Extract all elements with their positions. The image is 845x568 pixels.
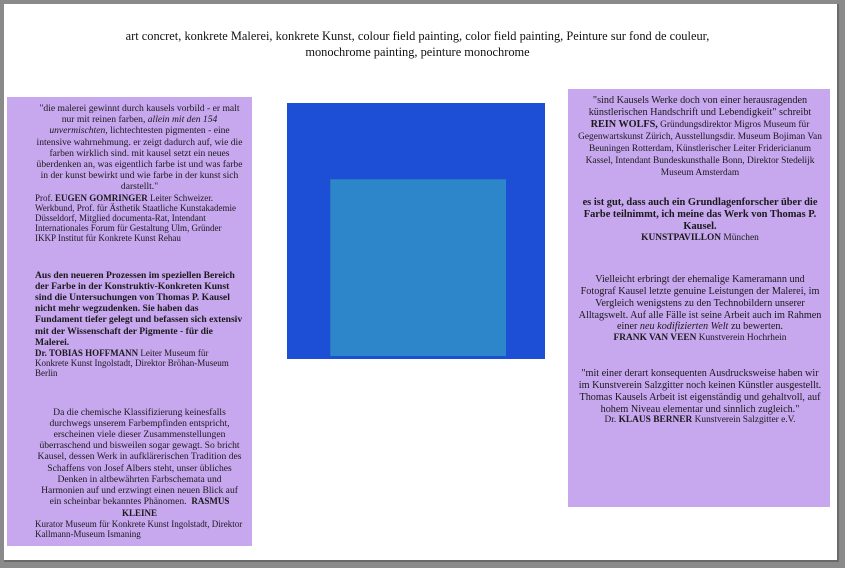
- header-line-1: art concret, konkrete Malerei, konkrete Kunst, colour field painting, color field painting, Peinture sur fond de couleur,: [125, 29, 710, 43]
- quote-text: Da die chemische Klassifizierung keinesfalls durchwegs unserem Farbempfinden entspricht, erscheinen viele dieser Zusammenstellungen überraschend und bisweilen sogar gewagt. So bricht Kausel, dessen Werk in aufklärerischen Tradition des Schaffens von Josef Albers steht, unser übliches Denken in altbewährten Farbschemata und Harmonien auf und erzwingt einen neuen Blick auf ein scheinbar bekanntes Phänomen. RASMUS KLEINE: [37, 406, 242, 518]
- quote-text: Aus den neueren Prozessen im speziellen Bereich der Farbe in der Konstruktiv-Konkreten Kunst sind die Untersuchungen von Thomas P. Kausel nicht mehr wegzudenken. Sie haben das Fundament tiefer gelegt und befassen sich extensiv mit der Wissenschaft der Pigmente - für die Malerei.: [35, 269, 243, 348]
- quote-kleine: [35, 407, 244, 539]
- quote-text: Vielleicht erbringt der ehemalige Kameramann und Fotograf Kausel letzte genuine Leistungen der Malerei, im Vergleich wenigstens zu den Technobildern unserer Alltagswelt. Auf alle Fälle ist seine Arbeit auch im Rahmen einer neu kodifizierten Welt zu bewerten.: [578, 274, 822, 333]
- quote-text: es ist gut, dass auch ein Grundlagenforscher über die Farbe teilnimmt, ich meine das Werk von Thomas P. Kausel.: [582, 196, 818, 232]
- artwork-inner-square: [330, 179, 506, 356]
- author-name: FRANK VAN VEEN: [613, 333, 697, 344]
- quote-attribution: Kurator Museum für Konkrete Kunst Ingolstadt, Direktor Kallmann-Museum Ismaning: [35, 518, 243, 539]
- quote-text: "mit einer derart konsequenten Ausdrucksweise haben wir im Kunstverein Salzgitter noch keinen Künstler ausgestellt. Thomas Kausels Arbeit ist eigenständig und gehaltvoll, auf hohem Niveau elementar und sinnlich zugleich.": [578, 368, 822, 415]
- author-name: KLAUS BERNER: [618, 415, 693, 426]
- quote-emphasis: allein mit den 154 unvermischten,: [49, 114, 218, 137]
- header-line-2: monochrome painting, peinture monochrome: [305, 45, 530, 59]
- quote-van-veen: [578, 274, 822, 344]
- author-name: Dr. TOBIAS HOFFMANN: [35, 348, 139, 359]
- author-name: RASMUS KLEINE: [121, 496, 230, 518]
- quote-text: "sind Kausels Werke doch von einer herausragenden künstlerischen Handschrift und Lebendigkeit" schreibt REIN WOLFS, Gründungsdirektor Migros Museum für Gegenwartskunst Zürich, Ausstellungsdir. Museum Bojiman Van Beuningen Rotterdam, Künstlerischer Leiter Fridericianum Kassel, Intendant Bundeskunsthalle Bonn, Direktor Stedelijk Museum Amsterdam: [578, 95, 822, 178]
- quote-attribution: FRANK VAN VEEN Kunstverein Hochrhein: [613, 333, 787, 344]
- quote-attribution: Dr. TOBIAS HOFFMANN Leiter Museum für Konkrete Kunst Ingolstadt, Direktor Bröhan-Museum Berlin: [35, 348, 229, 379]
- quote-wolfs: [578, 95, 822, 179]
- quote-attribution: Dr. KLAUS BERNER Kunstverein Salzgitter e.V.: [604, 415, 796, 426]
- page-header: [0, 28, 835, 60]
- quote-text: "die malerei gewinnt durch kausels vorbild - er malt nur mit reinen farben, allein mit den 154 unvermischten, lichtechtesten pigmenten - eine intensive wahrnehmung. er zeigt dadurch auf, wie die farben wirklich sind. mit kausel setzt ein neues überdenken an, was eigentlich farbe ist und was farbe in der kunst bewirkt und wie farbe in der kunst sich darstellt.": [36, 103, 243, 193]
- author-name: REIN WOLFS,: [590, 118, 658, 130]
- quote-kunstpavillon: [578, 197, 822, 245]
- quote-emphasis: neu kodifizierten Welt: [639, 321, 729, 333]
- quote-gomringer: [35, 103, 244, 244]
- author-name: EUGEN GOMRINGER: [55, 192, 148, 203]
- author-name: KUNSTPAVILLON: [641, 233, 722, 244]
- right-quote-panel: [568, 89, 830, 507]
- left-quote-panel: [7, 97, 252, 546]
- quote-berner: [578, 368, 822, 426]
- quote-attribution: Prof. EUGEN GOMRINGER Leiter Schweizer. Werkbund, Prof. für Ästhetik Staatliche Kunstakademie Düsseldorf, Mitglied documenta-Rat, Intendant Internationales Forum für Gestaltung Ulm, Gründer IKKP Institut für Konkrete Kunst Rehau: [35, 192, 236, 244]
- quote-hoffmann: [35, 270, 244, 379]
- quote-attribution: KUNSTPAVILLON München: [641, 233, 759, 244]
